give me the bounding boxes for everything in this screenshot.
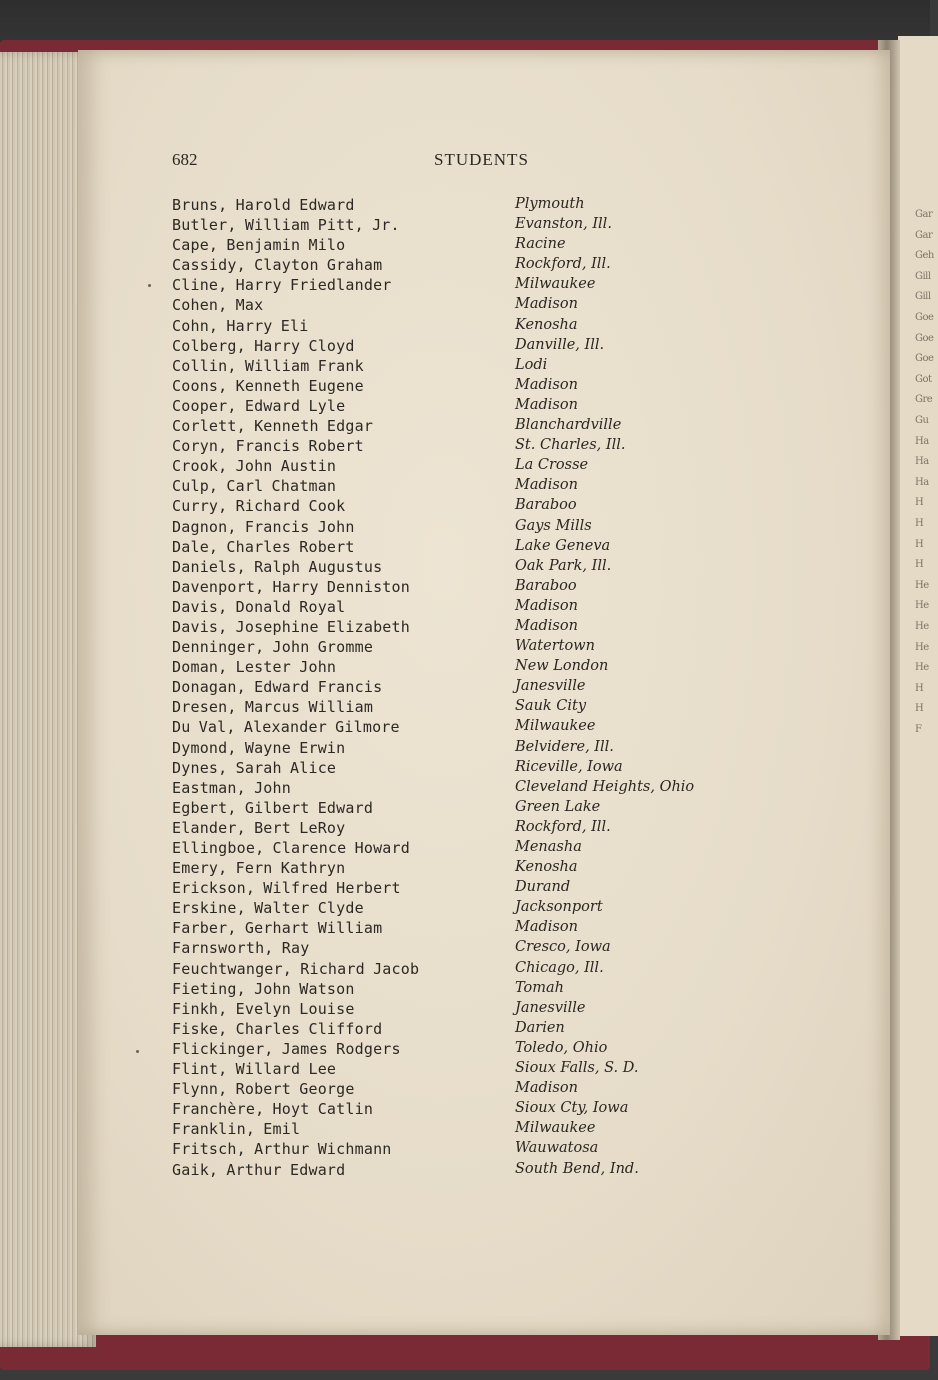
student-hometown: Lodi	[515, 356, 548, 373]
facing-page-fragment: H	[915, 559, 924, 571]
student-hometown: Janesville	[515, 678, 586, 695]
student-name: Corlett, Kenneth Edgar	[172, 417, 374, 436]
student-hometown: Madison	[515, 1080, 578, 1097]
student-hometown: Sauk City	[515, 698, 587, 715]
student-hometown: Blanchardville	[515, 417, 622, 434]
student-entry	[172, 779, 792, 799]
student-hometown: Toledo, Ohio	[515, 1039, 608, 1056]
student-name: Fiske, Charles Clifford	[172, 1019, 383, 1038]
student-entry	[172, 739, 792, 759]
student-hometown: Madison	[515, 376, 578, 393]
student-entry	[172, 1040, 792, 1060]
student-name: Culp, Carl Chatman	[172, 477, 337, 496]
student-name: Farnsworth, Ray	[172, 939, 310, 958]
student-entry	[172, 618, 792, 638]
student-entry	[172, 698, 792, 718]
facing-page-fragment: H	[915, 538, 924, 550]
student-hometown: Rockford, Ill.	[515, 256, 611, 273]
student-entry	[172, 1140, 792, 1160]
student-name: Franklin, Emil	[172, 1120, 301, 1139]
facing-page-fragment: He	[915, 621, 929, 632]
facing-page-fragment: He	[915, 579, 929, 591]
student-entry	[172, 497, 792, 517]
student-name: Cassidy, Clayton Graham	[172, 256, 383, 275]
facing-page-fragment: He	[915, 641, 929, 653]
student-hometown: Cleveland Heights, Ohio	[515, 778, 695, 795]
student-hometown: Cresco, Iowa	[515, 939, 611, 956]
student-hometown: Wauwatosa	[515, 1140, 599, 1157]
facing-page-fragment: Ha	[915, 456, 929, 468]
student-hometown: Durand	[515, 879, 571, 896]
student-entry	[172, 759, 792, 779]
facing-page-fragment: Gre	[915, 394, 933, 406]
student-entry	[172, 1000, 792, 1020]
student-name: Collin, William Frank	[172, 356, 364, 375]
student-entry	[172, 638, 792, 658]
student-hometown: Watertown	[515, 638, 595, 655]
student-name: Fritsch, Arthur Wichmann	[172, 1140, 392, 1159]
student-name: Flynn, Robert George	[172, 1080, 355, 1099]
student-hometown: Baraboo	[515, 577, 577, 594]
student-entry	[172, 457, 792, 477]
student-name: Finkh, Evelyn Louise	[172, 999, 355, 1018]
student-name: Davis, Josephine Elizabeth	[172, 617, 410, 636]
student-name: Erickson, Wilfred Herbert	[172, 879, 401, 898]
student-entry	[172, 317, 792, 337]
student-hometown: Madison	[515, 296, 578, 313]
student-hometown: Racine	[515, 236, 566, 253]
student-hometown: Gays Mills	[515, 517, 592, 534]
facing-page-fragment: H	[915, 682, 924, 694]
student-entry	[172, 236, 792, 256]
facing-page-fragment: F	[915, 724, 922, 735]
student-name: Dale, Charles Robert	[172, 537, 355, 556]
student-entry	[172, 196, 792, 216]
student-hometown: Baraboo	[515, 497, 577, 514]
student-list	[172, 196, 792, 1181]
student-hometown: Darien	[515, 1019, 565, 1036]
student-name: Feuchtwanger, Richard Jacob	[172, 959, 420, 978]
facing-page-fragment: Goe	[915, 312, 934, 323]
student-hometown: Riceville, Iowa	[515, 758, 623, 775]
student-hometown: South Bend, Ind.	[515, 1160, 639, 1177]
student-name: Cooper, Edward Lyle	[172, 396, 346, 415]
page-header	[172, 150, 732, 172]
student-entry	[172, 377, 792, 397]
student-entry	[172, 397, 792, 417]
student-entry	[172, 216, 792, 236]
student-name: Curry, Richard Cook	[172, 497, 346, 516]
student-entry	[172, 939, 792, 959]
facing-page-fragment: Geh	[915, 250, 934, 262]
student-hometown: Madison	[515, 919, 578, 936]
student-entry	[172, 980, 792, 1000]
student-name: Du Val, Alexander Gilmore	[172, 718, 400, 737]
student-name: Bruns, Harold Edward	[172, 196, 355, 214]
student-entry	[172, 1120, 792, 1140]
student-name: Colberg, Harry Cloyd	[172, 336, 355, 355]
student-hometown: Oak Park, Ill.	[515, 557, 612, 574]
student-entry	[172, 296, 792, 316]
facing-page-fragment: Gu	[915, 415, 929, 426]
student-hometown: Milwaukee	[515, 1120, 596, 1137]
student-hometown: Milwaukee	[515, 276, 596, 293]
facing-page-fragment: Goe	[915, 353, 934, 365]
facing-page-fragment: He	[915, 662, 929, 674]
student-entry	[172, 1161, 792, 1181]
student-hometown: La Crosse	[515, 457, 589, 474]
student-name: Egbert, Gilbert Edward	[172, 798, 374, 817]
student-name: Cline, Harry Friedlander	[172, 276, 392, 295]
student-entry	[172, 337, 792, 357]
facing-page-fragment: Gar	[915, 229, 933, 241]
student-hometown: Jacksonport	[515, 899, 603, 916]
student-hometown: Evanston, Ill.	[515, 216, 612, 233]
student-entry	[172, 1020, 792, 1040]
student-hometown: Kenosha	[515, 316, 578, 333]
student-entry	[172, 899, 792, 919]
facing-page-fragment: Got	[915, 373, 932, 385]
student-name: Dymond, Wayne Erwin	[172, 738, 346, 757]
student-name: Dagnon, Francis John	[172, 517, 355, 536]
student-entry	[172, 598, 792, 618]
student-entry	[172, 919, 792, 939]
student-name: Dresen, Marcus William	[172, 698, 374, 717]
student-entry	[172, 658, 792, 678]
facing-page-fragment: Ha	[915, 435, 929, 447]
student-entry	[172, 819, 792, 839]
student-hometown: Sioux Falls, S. D.	[515, 1060, 639, 1077]
student-entry	[172, 558, 792, 578]
student-hometown: Kenosha	[515, 859, 578, 876]
student-hometown: Madison	[515, 617, 578, 634]
page-number: 682	[172, 150, 198, 169]
student-entry	[172, 859, 792, 879]
student-entry	[172, 256, 792, 276]
student-name: Cohn, Harry Eli	[172, 316, 309, 335]
facing-page-fragment: Gill	[915, 291, 931, 303]
student-name: Erskine, Walter Clyde	[172, 899, 364, 918]
student-hometown: Madison	[515, 396, 578, 413]
student-entry	[172, 678, 792, 698]
student-hometown: Lake Geneva	[515, 537, 611, 554]
running-head: STUDENTS	[434, 150, 529, 169]
student-name: Elander, Bert LeRoy	[172, 818, 346, 837]
student-entry	[172, 839, 792, 859]
student-name: Farber, Gerhart William	[172, 919, 383, 938]
student-name: Doman, Lester John	[172, 658, 337, 677]
student-entry	[172, 518, 792, 538]
student-name: Eastman, John	[172, 778, 291, 797]
student-name: Gaik, Arthur Edward	[172, 1160, 346, 1179]
student-hometown: Janesville	[515, 999, 586, 1016]
student-entry	[172, 417, 792, 437]
student-entry	[172, 477, 792, 497]
facing-page-edge	[898, 36, 938, 1336]
student-name: Cape, Benjamin Milo	[172, 236, 346, 255]
student-hometown: Madison	[515, 597, 578, 614]
facing-page-fragment: Gar	[915, 209, 933, 220]
student-hometown: Green Lake	[515, 798, 601, 815]
student-entry	[172, 879, 792, 899]
student-name: Donagan, Edward Francis	[172, 678, 383, 697]
student-entry	[172, 1100, 792, 1120]
student-name: Franchère, Hoyt Catlin	[172, 1100, 374, 1119]
student-hometown: Belvidere, Ill.	[515, 738, 614, 755]
student-name: Denninger, John Gromme	[172, 638, 374, 657]
student-name: Emery, Fern Kathryn	[172, 859, 346, 878]
facing-page-fragment: H	[915, 703, 924, 715]
student-name: Crook, John Austin	[172, 457, 337, 476]
facing-page-fragment: He	[915, 600, 929, 612]
student-name: Davis, Donald Royal	[172, 597, 346, 616]
student-entry	[172, 799, 792, 819]
student-hometown: St. Charles, Ill.	[515, 437, 626, 454]
student-entry	[172, 538, 792, 558]
student-hometown: Plymouth	[515, 196, 585, 212]
facing-page-fragment: Goe	[915, 332, 934, 344]
facing-page-fragment: Ha	[915, 476, 929, 488]
student-hometown: Tomah	[515, 979, 565, 996]
student-hometown: New London	[515, 658, 609, 675]
student-name: Flickinger, James Rodgers	[172, 1039, 401, 1058]
student-entry	[172, 960, 792, 980]
facing-page-fragment: H	[915, 518, 924, 529]
student-entry	[172, 1080, 792, 1100]
student-hometown: Rockford, Ill.	[515, 818, 611, 835]
student-name: Butler, William Pitt, Jr.	[172, 216, 400, 235]
student-hometown: Milwaukee	[515, 718, 596, 735]
student-name: Coryn, Francis Robert	[172, 437, 364, 456]
student-hometown: Chicago, Ill.	[515, 959, 604, 976]
student-entry	[172, 578, 792, 598]
facing-page-fragment: H	[915, 497, 924, 509]
student-hometown: Danville, Ill.	[515, 336, 605, 353]
student-name: Davenport, Harry Denniston	[172, 577, 410, 596]
student-name: Cohen, Max	[172, 296, 264, 315]
student-name: Daniels, Ralph Augustus	[172, 557, 383, 576]
student-hometown: Menasha	[515, 839, 582, 855]
student-entry	[172, 437, 792, 457]
print-speck	[136, 1050, 139, 1053]
student-name: Coons, Kenneth Eugene	[172, 376, 364, 395]
student-name: Fieting, John Watson	[172, 979, 355, 998]
student-name: Flint, Willard Lee	[172, 1060, 337, 1079]
student-name: Dynes, Sarah Alice	[172, 758, 337, 777]
student-hometown: Madison	[515, 477, 578, 494]
student-name: Ellingboe, Clarence Howard	[172, 839, 410, 857]
print-speck	[148, 284, 151, 287]
student-entry	[172, 1060, 792, 1080]
student-entry	[172, 718, 792, 738]
student-entry	[172, 357, 792, 377]
student-entry	[172, 276, 792, 296]
student-hometown: Sioux Cty, Iowa	[515, 1100, 629, 1117]
facing-page-fragment: Gill	[915, 270, 931, 282]
